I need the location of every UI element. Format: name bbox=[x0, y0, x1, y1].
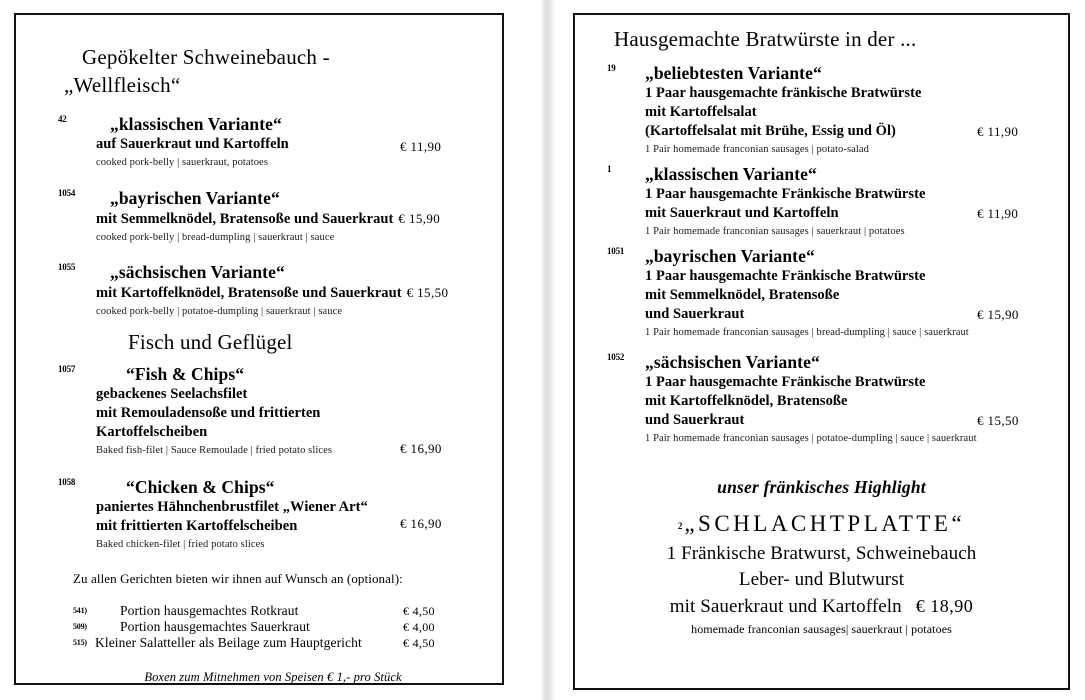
optional-extra-price: € 4,50 bbox=[403, 604, 435, 618]
item-number: 509) bbox=[73, 622, 87, 631]
menu-item[interactable] bbox=[58, 187, 488, 245]
item-number: 515) bbox=[73, 638, 87, 647]
item-price: € 15,50 bbox=[977, 413, 1019, 428]
item-description-line: mit Semmelknödel, Bratensoße bbox=[645, 287, 840, 303]
section-title-line2: „Wellfleisch“ bbox=[64, 73, 181, 97]
item-description-line: mit frittierten Kartoffelscheiben bbox=[96, 518, 298, 534]
item-english-description: 1 Pair homemade franconian sausages | potato-salad bbox=[645, 144, 870, 155]
optional-extra-label: Kleiner Salatteller als Beilage zum Hauptgericht bbox=[95, 635, 362, 650]
optional-extra-label: Portion hausgemachtes Rotkraut bbox=[120, 603, 299, 618]
section-title-wellfleisch bbox=[64, 43, 482, 99]
item-english-description: 1 Pair homemade franconian sausages | potatoe-dumpling | sauce | sauerkraut bbox=[645, 433, 977, 444]
item-name: „bayrischen Variante“ bbox=[110, 188, 280, 208]
item-number: 1 bbox=[607, 164, 612, 174]
optional-extra-price: € 4,00 bbox=[403, 620, 435, 634]
optional-extra-row[interactable] bbox=[73, 603, 453, 619]
section-title-bratwuerste: Hausgemachte Bratwürste in der ... bbox=[614, 27, 917, 51]
item-number: 42 bbox=[58, 114, 67, 124]
menu-item[interactable] bbox=[607, 163, 1057, 239]
item-number: 1057 bbox=[58, 364, 76, 374]
menu-item[interactable] bbox=[58, 476, 488, 552]
highlight-block[interactable] bbox=[575, 509, 1068, 638]
item-name: “Fish & Chips“ bbox=[126, 364, 245, 384]
item-price: € 11,90 bbox=[400, 139, 442, 154]
optional-extra-row[interactable] bbox=[73, 619, 453, 635]
item-name: „klassischen Variante“ bbox=[110, 114, 282, 134]
highlight-title bbox=[575, 509, 1068, 541]
item-description-line bbox=[96, 283, 488, 303]
item-name: „sächsischen Variante“ bbox=[110, 262, 285, 282]
item-description-line: (Kartoffelsalat mit Brühe, Essig und Öl) bbox=[645, 123, 896, 139]
item-number: 1055 bbox=[58, 262, 76, 272]
item-number: 1051 bbox=[607, 246, 625, 256]
menu-page-left bbox=[14, 13, 504, 685]
item-description-line: gebackenes Seelachsfilet bbox=[96, 386, 248, 402]
item-description-line: 1 Paar hausgemachte Fränkische Bratwürste bbox=[645, 268, 926, 284]
item-description-text: mit Kartoffelknödel, Bratensoße und Sauerkraut bbox=[96, 285, 402, 301]
optional-extras-block bbox=[73, 570, 453, 685]
item-description-line: auf Sauerkraut und Kartoffeln bbox=[96, 136, 289, 152]
item-description-line: mit Remouladensoße und frittierten bbox=[96, 405, 321, 421]
item-name: „bayrischen Variante“ bbox=[645, 246, 815, 266]
item-english-description: Baked fish-filet | Sauce Remoulade | fried potato slices bbox=[96, 445, 333, 456]
item-description-line bbox=[96, 209, 488, 229]
item-price: € 16,90 bbox=[400, 516, 442, 531]
highlight-line-text: mit Sauerkraut und Kartoffeln bbox=[669, 596, 902, 617]
menu-item[interactable] bbox=[58, 363, 488, 458]
highlight-line: 1 Fränkische Bratwurst, Schweinebauch bbox=[666, 543, 977, 564]
item-english-description: cooked pork-belly | potatoe-dumpling | sauerkraut | sauce bbox=[96, 306, 343, 317]
optional-extras-list bbox=[73, 603, 453, 651]
menu-item[interactable] bbox=[607, 351, 1057, 446]
menu-item[interactable] bbox=[607, 245, 1057, 340]
section-title-line1: Gepökelter Schweinebauch - bbox=[82, 45, 330, 69]
menu-item[interactable] bbox=[58, 113, 488, 170]
item-price: € 16,90 bbox=[400, 441, 442, 456]
item-price: € 15,90 bbox=[398, 211, 441, 226]
item-number: 1052 bbox=[607, 352, 625, 362]
item-description-line: mit Kartoffelsalat bbox=[645, 104, 757, 120]
item-price: € 15,90 bbox=[977, 307, 1019, 322]
item-description-line: Kartoffelscheiben bbox=[96, 424, 208, 440]
section-title-fisch-gefluegel: Fisch und Geflügel bbox=[128, 330, 293, 354]
item-number: 1054 bbox=[58, 188, 76, 198]
highlight-line bbox=[575, 593, 1068, 620]
item-description-line: und Sauerkraut bbox=[645, 306, 745, 322]
item-english-description: Baked chicken-filet | fried potato slices bbox=[96, 539, 265, 550]
item-number: 1058 bbox=[58, 477, 76, 487]
item-description-line: paniertes Hähnchenbrustfilet „Wiener Art“ bbox=[96, 499, 368, 515]
menu-item[interactable] bbox=[58, 261, 488, 319]
item-english-description: cooked pork-belly | sauerkraut, potatoes bbox=[96, 157, 269, 168]
item-name: „sächsischen Variante“ bbox=[645, 352, 820, 372]
item-number: 19 bbox=[607, 63, 616, 73]
highlight-title-text: „SCHLACHTPLATTE“ bbox=[684, 511, 966, 536]
highlight-kicker: unser fränkisches Highlight bbox=[717, 477, 926, 497]
item-price: € 11,90 bbox=[977, 124, 1019, 139]
item-description-text: mit Semmelknödel, Bratensoße und Sauerkraut bbox=[96, 211, 394, 227]
item-description-line: mit Kartoffelknödel, Bratensoße bbox=[645, 393, 848, 409]
item-number: 2 bbox=[677, 521, 683, 531]
highlight-line: Leber- und Blutwurst bbox=[738, 569, 905, 590]
item-english-description: 1 Pair homemade franconian sausages | bread-dumpling | sauce | sauerkraut bbox=[645, 327, 969, 338]
item-description-line: und Sauerkraut bbox=[645, 412, 745, 428]
item-name: “Chicken & Chips“ bbox=[126, 477, 275, 497]
optional-extra-row[interactable] bbox=[73, 635, 453, 651]
item-description-line: 1 Paar hausgemachte fränkische Bratwürste bbox=[645, 85, 922, 101]
optional-extras-heading: Zu allen Gerichten bieten wir ihnen auf Wunsch an (optional): bbox=[73, 571, 403, 586]
item-price: € 11,90 bbox=[977, 206, 1019, 221]
item-description-line: 1 Paar hausgemachte Fränkische Bratwürste bbox=[645, 186, 926, 202]
highlight-price: € 18,90 bbox=[915, 596, 974, 616]
highlight-english-description: homemade franconian sausages| sauerkraut | potatoes bbox=[691, 622, 952, 636]
item-name: „klassischen Variante“ bbox=[645, 164, 817, 184]
takeaway-box-note: Boxen zum Mitnehmen von Speisen € 1,- pro Stück bbox=[144, 670, 402, 684]
menu-item[interactable] bbox=[607, 62, 1057, 157]
item-description-line: mit Sauerkraut und Kartoffeln bbox=[645, 205, 839, 221]
optional-extra-price: € 4,50 bbox=[403, 636, 435, 650]
item-english-description: 1 Pair homemade franconian sausages | sauerkraut | potatoes bbox=[645, 226, 905, 237]
menu-page-right bbox=[573, 13, 1070, 690]
item-name: „beliebtesten Variante“ bbox=[645, 63, 822, 83]
item-price: € 15,50 bbox=[406, 285, 449, 300]
optional-extra-label: Portion hausgemachtes Sauerkraut bbox=[120, 619, 310, 634]
item-english-description: cooked pork-belly | bread-dumpling | sauerkraut | sauce bbox=[96, 232, 335, 243]
item-description-line: 1 Paar hausgemachte Fränkische Bratwürste bbox=[645, 374, 926, 390]
page-gutter bbox=[540, 0, 555, 700]
item-number: 541) bbox=[73, 606, 87, 615]
